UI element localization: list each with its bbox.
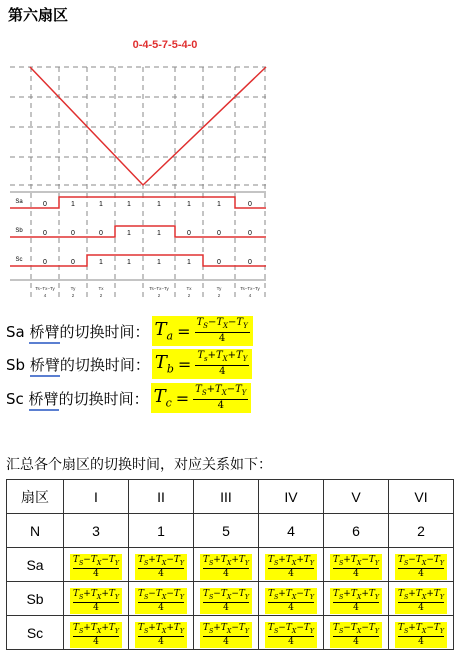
time-cell: $\frac{T_S+T_X-T_Y}{4}$ [389, 616, 454, 650]
interval-label-den: 4 [248, 293, 252, 298]
interval-label: Tx [186, 286, 192, 291]
formula-row [6, 316, 253, 346]
formula-label: Sb 桥臂的切换时间： [6, 354, 150, 375]
time-variable: $T_b$ [154, 352, 174, 376]
bit-value: 1 [99, 201, 103, 208]
interval-label: Ty [216, 286, 222, 291]
equals-sign: = [175, 388, 190, 408]
header-sector-VI: VI [389, 480, 454, 514]
fraction: $\frac{T_S-T_X-T_Y}{4}$ [196, 317, 248, 344]
formula-row [6, 349, 252, 379]
carrier-line [30, 67, 266, 185]
interval-label-den: 4 [43, 293, 47, 298]
switching-diagram [0, 30, 274, 306]
bit-value: 0 [187, 230, 191, 237]
row-label: Sa [7, 548, 64, 582]
time-cell: $\frac{T_S-T_X-T_Y}{4}$ [129, 582, 194, 616]
time-cell: $\frac{T_S+T_X+T_Y}{4}$ [259, 548, 324, 582]
header-sector-III: III [194, 480, 259, 514]
row-label: N [7, 514, 64, 548]
interval-label: Ts−Tx−Ty [35, 286, 55, 291]
sector-n-value: 6 [324, 514, 389, 548]
interval-label: Ts−Tx−Ty [240, 286, 260, 291]
interval-label: Ty [70, 286, 76, 291]
table-row [7, 548, 454, 582]
header-sector-V: V [324, 480, 389, 514]
time-cell: $\frac{T_S+T_X-T_Y}{4}$ [129, 548, 194, 582]
fraction: $\frac{T_s+T_X+T_Y}{4}$ [197, 350, 248, 377]
equals-sign: = [177, 321, 191, 341]
interval-label: Ts−Tx−Ty [149, 286, 169, 291]
carrier-triangle [30, 67, 266, 185]
waveform-line [10, 197, 266, 208]
fraction: $\frac{T_S+T_X-T_Y}{4}$ [195, 384, 247, 411]
bit-value: 1 [99, 259, 103, 266]
formula-row [6, 383, 251, 413]
time-variable: $T_c$ [153, 386, 172, 410]
bit-value: 0 [43, 201, 47, 208]
bit-value: 0 [43, 259, 47, 266]
row-label: Sb [15, 228, 23, 234]
row-label: Sb [7, 582, 64, 616]
interval-label-den: 2 [187, 293, 191, 298]
bit-value: 1 [217, 201, 221, 208]
time-cell: $\frac{T_S+T_X+T_Y}{4}$ [64, 582, 129, 616]
section-title: 第六扇区 [8, 6, 69, 24]
formula-highlight [151, 383, 252, 413]
bit-value: 0 [217, 230, 221, 237]
row-label: Sc [7, 616, 64, 650]
time-cell: $\frac{T_S+T_X-T_Y}{4}$ [259, 582, 324, 616]
sector-n-value: 4 [259, 514, 324, 548]
bit-value: 0 [71, 259, 75, 266]
bit-value: 0 [248, 259, 252, 266]
time-cell: $\frac{T_S+T_X+T_Y}{4}$ [324, 582, 389, 616]
formula-highlight [152, 316, 253, 346]
waveform-line [10, 255, 266, 266]
formula-label: Sc 桥臂的切换时间： [6, 388, 149, 409]
time-cell: $\frac{T_S+T_X+T_Y}{4}$ [194, 548, 259, 582]
time-cell: $\frac{T_S+T_X+T_Y}{4}$ [129, 616, 194, 650]
waveform-row-sa [10, 197, 266, 208]
bit-value: 1 [187, 201, 191, 208]
time-cell: $\frac{T_S+T_X-T_Y}{4}$ [324, 548, 389, 582]
bit-value: 1 [127, 201, 131, 208]
time-cell: $\frac{T_S-T_X-T_Y}{4}$ [389, 548, 454, 582]
row-label: Sc [15, 257, 23, 263]
sector-n-value: 2 [389, 514, 454, 548]
table-row-n [7, 514, 454, 548]
table-row [7, 582, 454, 616]
time-variable: $T_a$ [154, 319, 174, 343]
summary-text: 汇总各个扇区的切换时间，对应关系如下： [6, 457, 272, 473]
bit-value: 1 [157, 201, 161, 208]
waveform-row-sc [10, 255, 266, 266]
row-label: Sa [15, 199, 23, 205]
time-cell: $\frac{T_S-T_X-T_Y}{4}$ [324, 616, 389, 650]
interval-label-den: 2 [157, 293, 161, 298]
interval-label: Tx [98, 286, 104, 291]
time-cell: $\frac{T_S-T_X-T_Y}{4}$ [259, 616, 324, 650]
bit-value: 0 [248, 201, 252, 208]
bit-value: 1 [71, 201, 75, 208]
bit-value: 1 [157, 259, 161, 266]
waveform-line [10, 226, 266, 237]
diagram-grid [10, 67, 266, 300]
sector-n-value: 1 [129, 514, 194, 548]
bit-value: 0 [43, 230, 47, 237]
time-cell: $\frac{T_S+T_X+T_Y}{4}$ [64, 616, 129, 650]
sector-time-table [6, 479, 454, 650]
time-cell: $\frac{T_S-T_X-T_Y}{4}$ [64, 548, 129, 582]
interval-label-den: 2 [99, 293, 103, 298]
formula-highlight [152, 349, 252, 379]
bit-value: 1 [187, 259, 191, 266]
waveform-row-sb [10, 226, 266, 237]
interval-label-den: 2 [71, 293, 75, 298]
bit-value: 0 [99, 230, 103, 237]
sequence-title: 0-4-5-7-5-4-0 [132, 39, 198, 51]
header-sector: 扇区 [7, 480, 64, 514]
time-cell: $\frac{T_S-T_X-T_Y}{4}$ [194, 582, 259, 616]
interval-labels [35, 286, 260, 298]
equals-sign: = [177, 354, 192, 374]
sector-n-value: 5 [194, 514, 259, 548]
formula-label: Sa 桥臂的切换时间： [6, 321, 150, 342]
header-sector-IV: IV [259, 480, 324, 514]
header-sector-I: I [64, 480, 129, 514]
interval-label-den: 2 [217, 293, 221, 298]
bit-value: 0 [71, 230, 75, 237]
bit-value: 1 [127, 259, 131, 266]
header-sector-II: II [129, 480, 194, 514]
table-header-row [7, 480, 454, 514]
switch-waveforms [10, 197, 266, 266]
bit-value: 0 [248, 230, 252, 237]
bit-value: 0 [217, 259, 221, 266]
time-cell: $\frac{T_S+T_X-T_Y}{4}$ [194, 616, 259, 650]
bit-value: 1 [157, 230, 161, 237]
time-cell: $\frac{T_S+T_X+T_Y}{4}$ [389, 582, 454, 616]
table-row [7, 616, 454, 650]
sector-n-value: 3 [64, 514, 129, 548]
bit-value: 1 [127, 230, 131, 237]
